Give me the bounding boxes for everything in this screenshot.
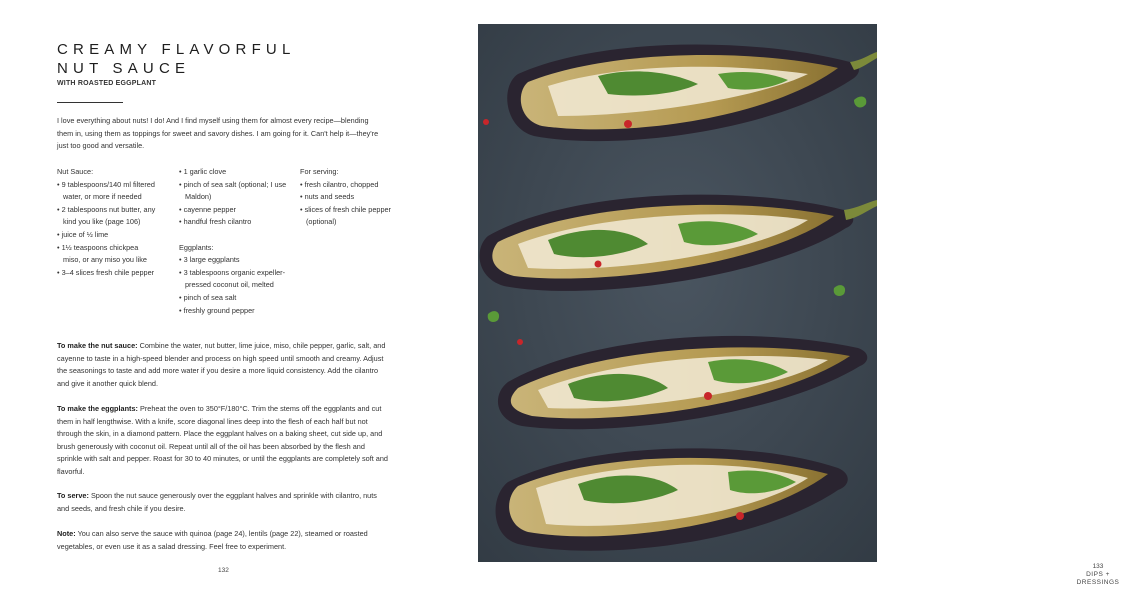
intro-line: just too good and versatile. <box>57 141 145 151</box>
ingredient-item: • fresh cilantro, chopped <box>300 179 400 192</box>
ingredient-item: • 3 large eggplants <box>179 254 287 267</box>
serving-list <box>300 179 400 229</box>
ingredient-item: • nuts and seeds <box>300 191 400 204</box>
note-label: Note: <box>57 529 76 538</box>
ingredient-item: • cayenne pepper <box>179 204 287 217</box>
ingredient-item: • pinch of sea salt <box>179 292 287 305</box>
ingredients-column-2 <box>179 166 287 317</box>
page-number-left: 132 <box>218 567 229 574</box>
intro-line: I love everything about nuts! I do! And I find myself using them for almost every recipe—blending <box>57 116 369 125</box>
recipe-title-line-2: NUT SAUCE <box>57 60 191 77</box>
ingredient-item: • 3–4 slices fresh chile pepper <box>57 267 157 280</box>
page-number-right: 133 <box>1092 563 1104 570</box>
serving-heading: For serving: <box>300 167 339 176</box>
ingredient-item: • juice of ½ lime <box>57 229 157 242</box>
ingredients-column-3 <box>300 166 400 229</box>
step-label: To make the eggplants: <box>57 404 138 413</box>
intro-paragraph <box>57 115 391 153</box>
ingredient-item: • slices of fresh chile pepper (optional) <box>300 204 400 229</box>
step-eggplants <box>57 403 391 479</box>
title-divider <box>57 102 123 103</box>
recipe-title-line-1: CREAMY FLAVORFUL <box>57 41 296 58</box>
recipe-subtitle: WITH ROASTED EGGPLANT <box>57 80 157 87</box>
step-text: Combine the water, nut butter, lime juice, miso, chile pepper, garlic, salt, and cayenne to taste in a high-speed blender and process on high speed until smooth and creamy. Adjust the seasonings to taste and add more water if you desire a more liquid consistency. Add the cilantro and give it another quick blend. <box>57 341 386 388</box>
step-label: To make the nut sauce: <box>57 341 138 350</box>
ingredient-item: • handful fresh cilantro <box>179 216 287 229</box>
step-serve <box>57 490 391 515</box>
eggplants-list <box>179 254 287 317</box>
nut-sauce-list-continued <box>179 166 287 229</box>
roasted-eggplant-photo <box>478 24 877 562</box>
ingredient-item: • 9 tablespoons/140 ml filtered water, or more if needed <box>57 179 157 204</box>
ingredient-item: • 3 tablespoons organic expeller-pressed coconut oil, melted <box>179 267 287 292</box>
ingredient-item: • 1½ teaspoons chickpea miso, or any miso you like <box>57 242 157 267</box>
intro-line: them in, using them as toppings for sweet and savory dishes. I am going for it. Can't help it—they're <box>57 128 379 138</box>
recipe-note <box>57 528 391 553</box>
ingredient-item: • 2 tablespoons nut butter, any kind you like (page 106) <box>57 204 157 229</box>
section-name: DIPS + DRESSINGS <box>1076 571 1120 586</box>
nut-sauce-list <box>57 179 157 280</box>
ingredient-item: • 1 garlic clove <box>179 166 287 179</box>
step-nut-sauce <box>57 340 391 390</box>
spacer <box>179 229 287 242</box>
ingredient-item: • freshly ground pepper <box>179 305 287 318</box>
note-text: You can also serve the sauce with quinoa (page 24), lentils (page 22), steamed or roasted vegetables, or even use it as a salad dressing. Feel free to experiment. <box>57 529 368 551</box>
ingredient-item: • pinch of sea salt (optional; I use Maldon) <box>179 179 287 204</box>
nut-sauce-heading: Nut Sauce: <box>57 167 94 176</box>
ingredients-column-1 <box>57 166 157 279</box>
right-page-footer <box>1068 563 1128 587</box>
left-page <box>0 0 450 592</box>
step-text: Preheat the oven to 350°F/180°C. Trim the stems off the eggplants and cut them in half lengthwise. With a knife, score diagonal lines deep into the flesh of each half but not through the skin, in a diamond pattern. Place the eggplant halves on a baking sheet, cut side up, and brush generously with coconut oil. Repeat until all of the oil has been absorbed by the flesh and sprinkle with salt and pepper. Roast for 30 to 40 minutes, or until the eggplants are completely soft and flavorful. <box>57 404 388 476</box>
recipe-title <box>57 40 387 78</box>
eggplants-heading: Eggplants: <box>179 242 214 252</box>
step-label: To serve: <box>57 491 89 500</box>
step-text: Spoon the nut sauce generously over the eggplant halves and sprinkle with cilantro, nuts and seeds, and fresh chile if you desire. <box>57 491 377 513</box>
